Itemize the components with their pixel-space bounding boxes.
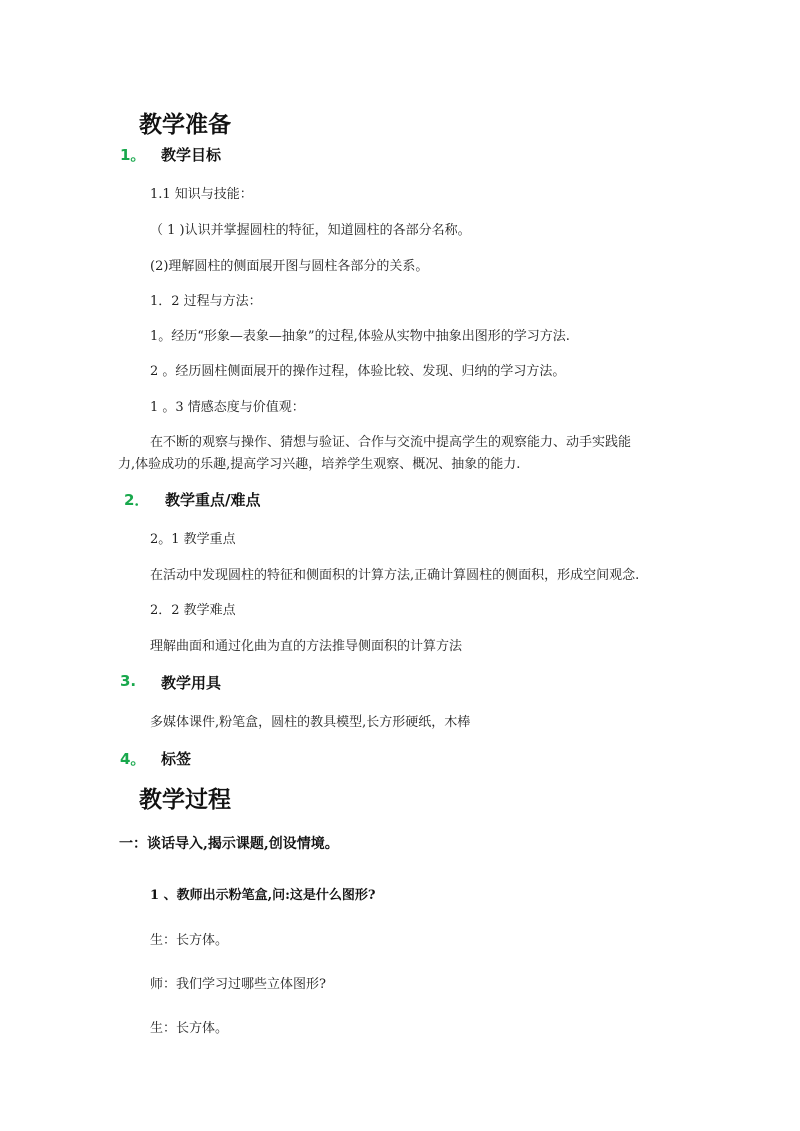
process-title: 教学过程 (139, 787, 231, 813)
question: 1 、教师出示粉笔盒,问:这是什么图形? (150, 888, 376, 903)
section-number: 1。 (120, 146, 146, 164)
dialog-line: 师：我们学习过哪些立体图形? (150, 977, 326, 992)
step-heading: 一：谈话导入,揭示课题,创设情境。 (119, 836, 339, 852)
section-heading: 教学目标 (161, 146, 222, 164)
paragraph: 理解曲面和通过化曲为直的方法推导侧面积的计算方法 (150, 639, 463, 654)
paragraph: 2 。经历圆柱侧面展开的操作过程，体验比较、发现、归纳的学习方法。 (150, 364, 566, 379)
dialog-line: 生：长方体。 (150, 933, 229, 948)
paragraph: 1。经历“形象—表象—抽象”的过程,体验从实物中抽象出图形的学习方法. (150, 329, 570, 344)
section-number: 2． (124, 491, 150, 509)
paragraph: 力,体验成功的乐趣,提高学习兴趣，培养学生观察、概况、抽象的能力. (118, 457, 521, 472)
paragraph: 2。1 教学重点 (150, 532, 236, 547)
section-heading: 教学重点/难点 (165, 491, 261, 509)
paragraph: 在不断的观察与操作、猜想与验证、合作与交流中提高学生的观察能力、动手实践能 (150, 435, 632, 450)
paragraph: (2)理解圆柱的侧面展开图与圆柱各部分的关系。 (150, 259, 429, 274)
paragraph: 2．2 教学难点 (150, 603, 236, 618)
section-heading: 标签 (161, 750, 192, 768)
paragraph: 多媒体课件,粉笔盒，圆柱的教具模型,长方形硬纸，木棒 (150, 715, 471, 730)
paragraph: 1.1 知识与技能： (150, 187, 253, 202)
paragraph: 1．2 过程与方法： (150, 294, 262, 309)
section-number: 3. (120, 672, 137, 690)
section-number: 4。 (120, 750, 146, 768)
paragraph: 1 。3 情感态度与价值观： (150, 400, 305, 415)
section-heading: 教学用具 (161, 674, 222, 692)
paragraph: 在活动中发现圆柱的特征和侧面积的计算方法,正确计算圆柱的侧面积，形成空间观念. (150, 568, 640, 583)
paragraph: （ 1 )认识并掌握圆柱的特征，知道圆柱的各部分名称。 (150, 223, 471, 238)
dialog-line: 生：长方体。 (150, 1021, 229, 1036)
prep-title: 教学准备 (139, 112, 231, 138)
